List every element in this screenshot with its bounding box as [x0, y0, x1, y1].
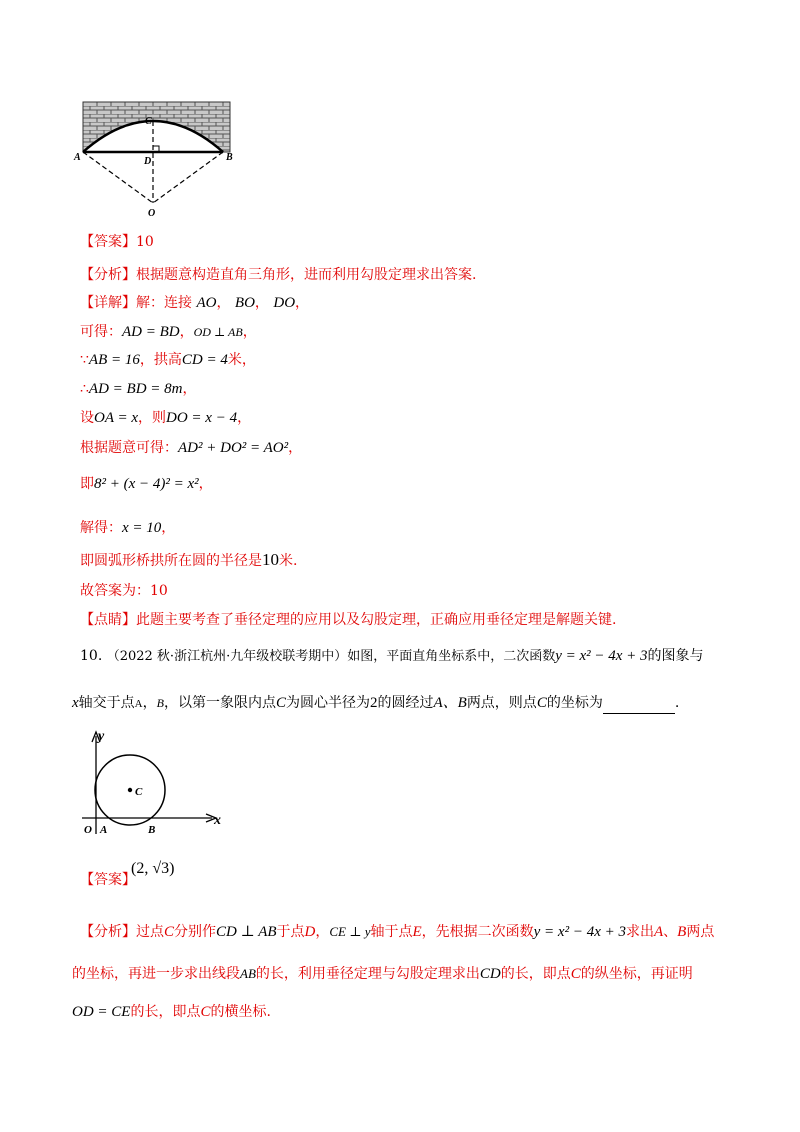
step-text: ，则	[138, 410, 167, 426]
math-expr: x	[72, 695, 79, 711]
detail-tag: 【详解】	[80, 295, 136, 311]
step-text: 可得：	[80, 324, 122, 340]
analysis-text: 的长，利用垂径定理与勾股定理求出	[255, 966, 480, 982]
question-text: 轴交于点	[78, 695, 135, 711]
analysis-line	[80, 265, 476, 285]
step-text: 米.	[279, 553, 298, 569]
math-expr: AB	[240, 966, 256, 981]
step-text: 根据题意可得：	[80, 440, 178, 456]
label-b: B	[226, 152, 233, 163]
math-expr: CD = 4	[181, 352, 228, 368]
math-expr: 8² + (x − 4)² = x²	[94, 476, 199, 492]
math-expr: OD = CE	[72, 1004, 131, 1020]
math-expr: CE ⊥ y	[329, 924, 371, 939]
step-line-4	[80, 379, 197, 399]
analysis-text: 两点	[686, 924, 715, 940]
analysis-text: 的长，即点	[130, 1004, 201, 1020]
comment-text: 此题主要考查了垂径定理的应用以及勾股定理，正确应用垂径定理是解题关键.	[136, 612, 617, 628]
math-expr: A、B	[433, 695, 467, 711]
analysis-line-2a	[80, 922, 714, 942]
answer-line-2	[80, 870, 136, 890]
math-expr: D	[304, 924, 316, 940]
math-expr: y = x² − 4x + 3	[533, 924, 626, 940]
step-text: 解得：	[80, 520, 122, 536]
answer-value-2: (2, √3)	[131, 860, 175, 877]
math-expr: CD ⊥ AB	[216, 924, 277, 940]
sep: ，	[315, 924, 330, 940]
detail-text: 解：连接	[136, 295, 192, 311]
sep: ，	[142, 695, 157, 711]
sep: ，	[161, 520, 176, 536]
step-text: 即圆弧形桥拱所在圆的半径是	[80, 553, 262, 569]
step-line-7	[80, 474, 213, 494]
answer-tag: 【答案】	[80, 872, 136, 888]
analysis-tag: 【分析】	[80, 267, 136, 283]
question-text: ，以第一象限内点	[163, 695, 276, 711]
answer-line	[80, 232, 154, 252]
math-expr: B	[156, 696, 164, 710]
analysis-text: 轴于点	[370, 924, 413, 940]
math-expr: OD ⊥ AB	[193, 325, 243, 339]
line-bo	[153, 152, 223, 203]
label-b: B	[148, 824, 156, 836]
question-text: .	[674, 695, 680, 711]
math-do: DO	[273, 295, 296, 311]
question-text: 两点，则点	[466, 695, 537, 711]
sep: ，	[182, 381, 197, 397]
label-x: x	[214, 813, 221, 828]
step-text: 设	[80, 410, 94, 426]
math-bo: BO	[234, 295, 255, 311]
analysis-text: 于点	[276, 924, 305, 940]
question-text: （2022 秋·浙江杭州·九年级校联考期中）如图，平面直角坐标系中，二次函数	[106, 649, 556, 664]
question-10-line-2	[72, 693, 679, 714]
sep: ，	[198, 476, 213, 492]
math-expr: DO = x − 4	[166, 410, 238, 426]
math-expr: 2	[369, 695, 378, 711]
math-expr: C	[570, 966, 581, 982]
comment-line	[80, 610, 616, 630]
line-ao	[83, 152, 153, 203]
analysis-text: 求出	[625, 924, 654, 940]
label-c: C	[135, 786, 143, 798]
sep: ，	[237, 410, 252, 426]
math-expr: CD	[479, 966, 501, 982]
sep: ，	[242, 324, 257, 340]
analysis-text: 过点	[136, 924, 164, 940]
step-line-3	[80, 350, 256, 370]
analysis-line-2b	[72, 964, 693, 984]
answer-tag: 【答案】	[80, 234, 136, 250]
math-ao: AO	[196, 295, 217, 311]
question-text: 的圆经过	[377, 695, 434, 711]
math-expr: A	[134, 698, 143, 710]
step-line-8	[80, 518, 175, 538]
step-text: ∴	[80, 381, 89, 397]
math-expr: AB = 16	[88, 352, 140, 368]
analysis-text: 的纵坐标，再证明	[580, 966, 693, 982]
math-expr: C	[536, 695, 547, 711]
math-expr: AD = BD	[122, 324, 180, 340]
answer-blank	[603, 699, 675, 714]
label-o: O	[148, 208, 156, 219]
step-line-10	[80, 581, 168, 601]
label-o: O	[84, 824, 92, 836]
label-y: y	[98, 729, 105, 744]
analysis-text: 的坐标，再进一步求出线段	[72, 966, 240, 982]
step-text: 米，	[227, 352, 256, 368]
math-expr: OA = x	[94, 410, 139, 426]
step-line-5	[80, 408, 251, 428]
analysis-tag: 【分析】	[80, 924, 136, 940]
analysis-text: 根据题意构造直角三角形，进而利用勾股定理求出答案.	[136, 267, 477, 283]
question-text: 的图象与	[647, 648, 704, 664]
coordinate-circle-figure	[72, 726, 232, 840]
math-expr: C	[164, 924, 175, 940]
analysis-line-2c	[72, 1002, 271, 1022]
math-expr: A	[653, 924, 664, 940]
step-text: ，拱高	[139, 352, 182, 368]
center-point	[128, 788, 132, 792]
step-text: 即	[80, 476, 94, 492]
sep: ，	[216, 295, 231, 311]
math-expr: x = 10	[122, 520, 162, 536]
analysis-text: ，先根据二次函数	[421, 924, 534, 940]
sep: ，	[254, 295, 269, 311]
math-expr: 10	[262, 550, 279, 569]
step-line-2	[80, 322, 257, 342]
math-expr: AD² + DO² = AO²	[178, 440, 289, 456]
question-text: 的坐标为	[546, 695, 603, 711]
arch-bridge-figure	[72, 98, 242, 220]
label-a: A	[100, 824, 108, 836]
math-expr: C	[275, 695, 286, 711]
sep: ，	[179, 324, 194, 340]
detail-line	[80, 293, 309, 313]
sep: ，	[288, 440, 303, 456]
step-text: ∵	[80, 352, 89, 368]
analysis-text: 的长，即点	[500, 966, 571, 982]
label-a: A	[74, 152, 81, 163]
final-answer: 故答案为：10	[80, 583, 168, 599]
analysis-text: 的横坐标.	[210, 1004, 271, 1020]
analysis-text: 、	[663, 924, 678, 940]
step-line-9	[80, 550, 297, 571]
step-line-6	[80, 438, 302, 458]
sep: ，	[295, 295, 310, 311]
question-text: 为圆心半径为	[285, 695, 370, 711]
question-number: 10.	[80, 648, 103, 664]
math-expr: E	[412, 924, 422, 940]
label-c: C	[145, 116, 152, 127]
math-expr: B	[677, 924, 687, 940]
answer-value: 10	[136, 234, 154, 250]
question-10-line-1	[80, 646, 704, 667]
math-expr: AD = BD = 8m	[88, 381, 183, 397]
analysis-text: 分别作	[174, 924, 217, 940]
math-expr: y = x² − 4x + 3	[555, 648, 648, 664]
label-d: D	[144, 156, 152, 167]
math-expr: C	[200, 1004, 211, 1020]
comment-tag: 【点睛】	[80, 612, 136, 628]
